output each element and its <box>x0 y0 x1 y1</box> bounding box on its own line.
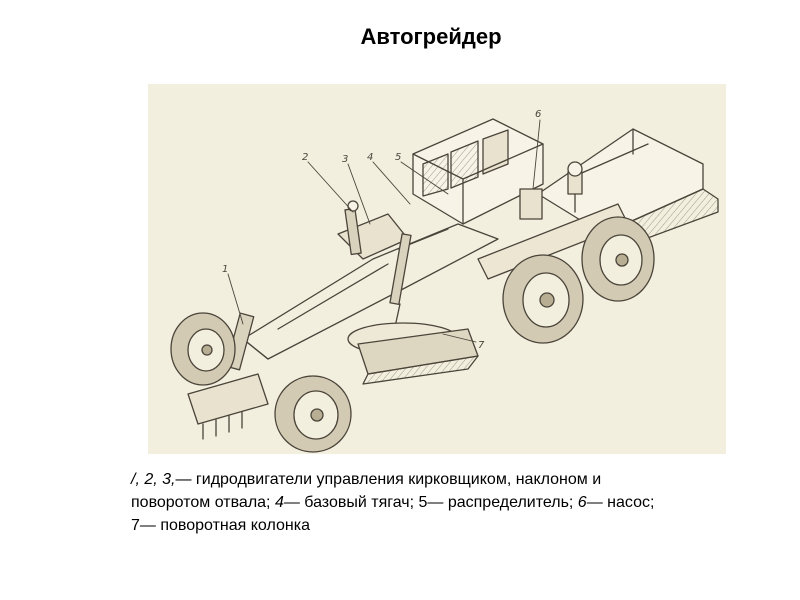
callout-4: 4 <box>367 152 374 163</box>
callout-3: 3 <box>342 154 349 165</box>
caption-ref-4: 4 <box>274 494 284 511</box>
front-right-wheel <box>275 376 351 452</box>
caption-text-2c: — насос; <box>586 494 655 511</box>
callout-6: 6 <box>535 109 542 120</box>
callout-2: 2 <box>302 152 309 163</box>
rear-wheel-1 <box>503 255 583 343</box>
caption-text-1: — гидродвигатели управления кирковщиком, наклоном и <box>175 471 602 488</box>
rear-wheel-2 <box>582 217 654 301</box>
grader-illustration <box>148 84 726 454</box>
grader-drawing <box>148 84 726 454</box>
callout-1: 1 <box>222 264 229 275</box>
caption-line-2 <box>131 491 771 514</box>
blade-assembly <box>348 323 478 384</box>
callout-5: 5 <box>395 152 402 163</box>
front-left-wheel <box>171 313 235 385</box>
caption-text-2a: поворотом отвала; <box>131 494 275 511</box>
caption-line-1 <box>131 468 771 491</box>
caption-ref-6: 6 <box>577 494 587 511</box>
caption-text-2b: — базовый тягач; 5— распределитель; <box>283 494 578 511</box>
figure-caption <box>131 468 771 537</box>
caption-refs-1-2-3: /, 2, 3, <box>131 471 176 488</box>
page-title: Автогрейдер <box>360 24 502 49</box>
callout-7: 7 <box>478 340 485 351</box>
caption-line-3: 7— поворотная колонка <box>131 517 310 534</box>
